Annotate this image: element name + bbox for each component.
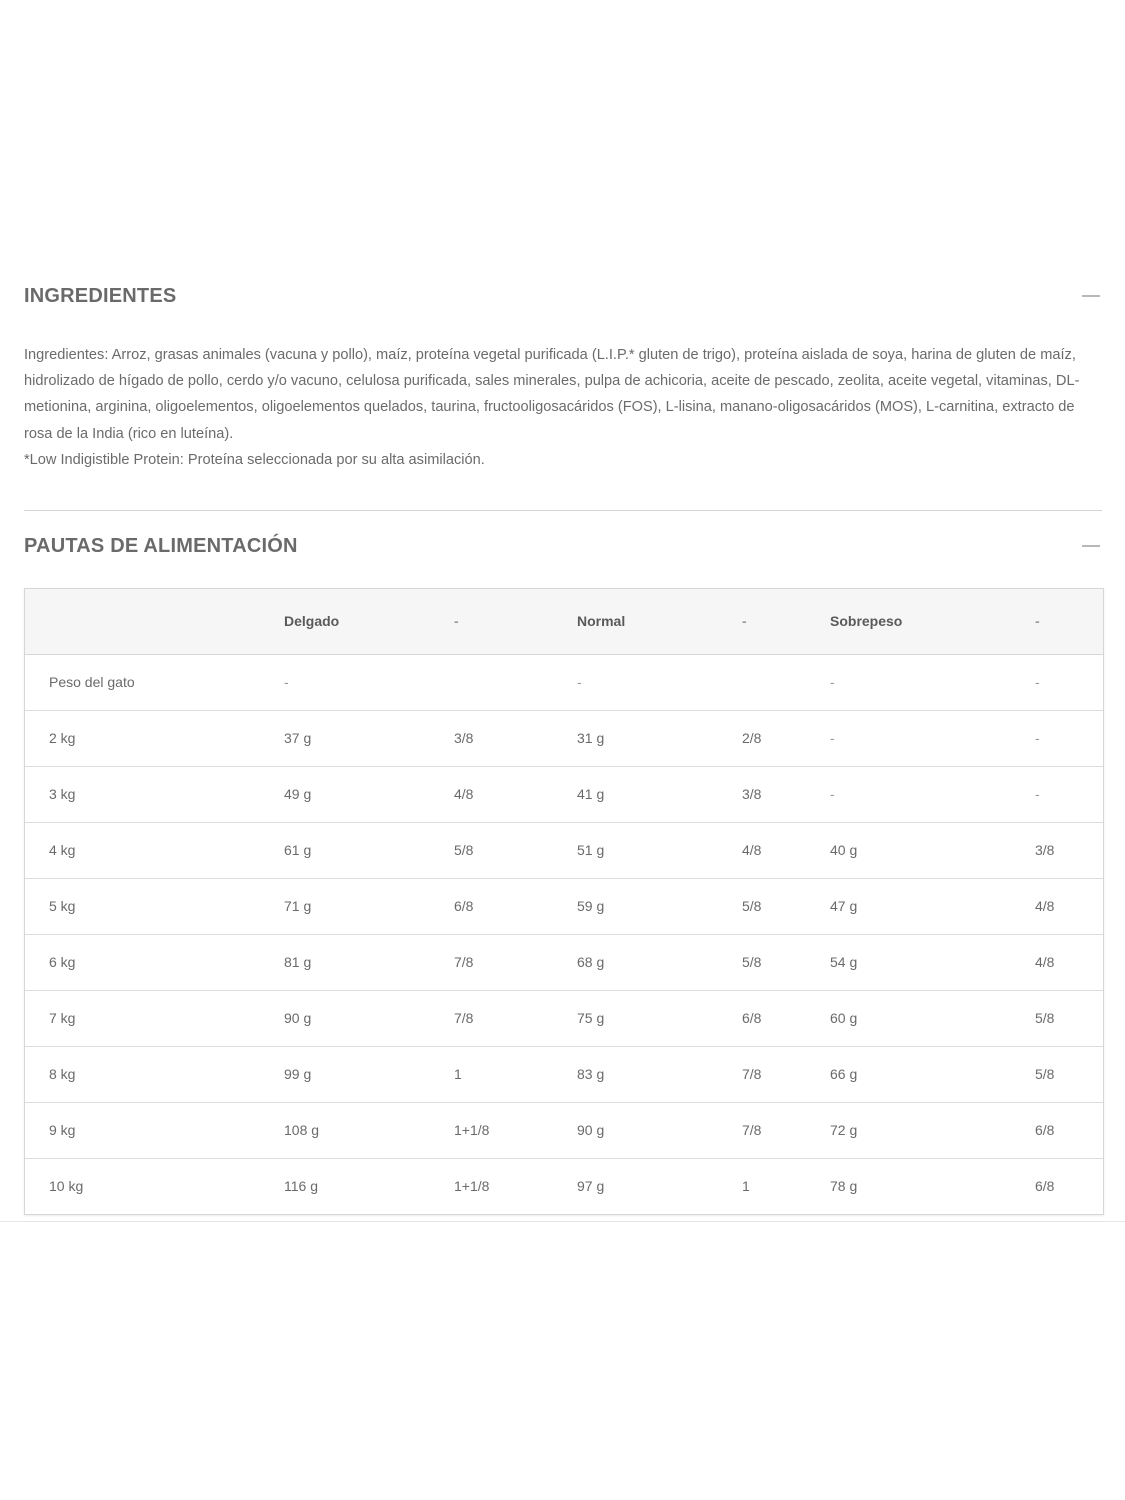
table-cell: 81 g [283, 934, 453, 990]
cat-weight-cell: 4 kg [25, 822, 283, 878]
table-cell: - [1034, 766, 1103, 822]
table-cell: 40 g [829, 822, 1034, 878]
table-cell: 5/8 [741, 934, 829, 990]
ingredients-footnote: *Low Indigistible Protein: Proteína seleccionada por su alta asimilación. [24, 451, 485, 468]
footer-divider [0, 1221, 1125, 1222]
table-cell [453, 654, 576, 710]
cat-weight-cell: 9 kg [25, 1102, 283, 1158]
minus-icon[interactable] [1082, 295, 1100, 297]
table-cell: 7/8 [741, 1046, 829, 1102]
table-cell: 5/8 [1034, 990, 1103, 1046]
table-cell: 90 g [576, 1102, 741, 1158]
ingredients-body [24, 342, 1102, 473]
table-cell: 72 g [829, 1102, 1034, 1158]
table-cell: 116 g [284, 1178, 318, 1195]
table-cell: 61 g [283, 822, 453, 878]
table-cell: - [576, 654, 741, 710]
table-cell: 4/8 [453, 766, 576, 822]
table-row [25, 1102, 1103, 1158]
table-cell: 83 g [576, 1046, 741, 1102]
table-cell: 7/8 [453, 934, 576, 990]
feeding-title: PAUTAS DE ALIMENTACIÓN [24, 534, 298, 557]
table-cell: 4/8 [1034, 878, 1103, 934]
table-cell: 6/8 [1035, 1178, 1055, 1195]
minus-icon[interactable] [1082, 545, 1100, 547]
table-cell: 37 g [283, 710, 453, 766]
table-row [25, 1158, 1103, 1214]
table-row [25, 654, 1103, 710]
table-header-cell: - [453, 589, 576, 654]
table-cell: 6/8 [1034, 1102, 1103, 1158]
table-cell: 5/8 [453, 822, 576, 878]
table-cell: - [1034, 710, 1103, 766]
table-header-cell: Delgado [283, 589, 453, 654]
table-cell: 1+1/8 [453, 1102, 576, 1158]
feeding-table [25, 589, 1103, 1214]
table-cell: 75 g [576, 990, 741, 1046]
table-row [25, 766, 1103, 822]
table-cell: 108 g [283, 1102, 453, 1158]
table-row [25, 990, 1103, 1046]
table-cell: - [829, 766, 1034, 822]
table-cell: 2/8 [741, 710, 829, 766]
table-header-cell: Sobrepeso [829, 589, 1034, 654]
cat-weight-cell: 8 kg [25, 1046, 283, 1102]
table-cell: 3/8 [741, 766, 829, 822]
table-cell: 4/8 [741, 822, 829, 878]
table-header-row [25, 589, 1103, 654]
cat-weight-cell: Peso del gato [25, 654, 283, 710]
ingredients-text: Ingredientes: Arroz, grasas animales (vacuna y pollo), maíz, proteína vegetal purificada (L.I.P.* gluten de trigo), proteína aislada de soya, harina de gluten de maíz, hidrolizado de hígado de pollo, cerdo y/o vacuno, celulosa purificada, sales minerales, pulpa de achicoria, aceite de pescado, zeolita, aceite vegetal, vitaminas, DL-metionina, arginina, oligoelementos, oligoelementos quelados, taurina, fructooligosacáridos (FOS), L-lisina, manano-oligosacáridos (MOS), L-carnitina, extracto de rosa de la India (rico en luteína). [24, 347, 1080, 442]
table-cell: 7/8 [741, 1102, 829, 1158]
table-cell: 60 g [829, 990, 1034, 1046]
feeding-table-container [24, 588, 1104, 1215]
table-row [25, 1046, 1103, 1102]
cat-weight-cell: 3 kg [25, 766, 283, 822]
cat-weight-cell: 10 kg [49, 1178, 84, 1195]
table-cell: 4/8 [1034, 934, 1103, 990]
table-cell: 1+1/8 [454, 1178, 490, 1195]
table-cell: - [829, 654, 1034, 710]
ingredients-title: INGREDIENTES [24, 284, 177, 307]
cat-weight-cell: 6 kg [25, 934, 283, 990]
table-cell: 41 g [576, 766, 741, 822]
table-cell: 7/8 [453, 990, 576, 1046]
cat-weight-cell: 5 kg [25, 878, 283, 934]
cat-weight-cell: 7 kg [25, 990, 283, 1046]
table-header-cell: - [1034, 589, 1103, 654]
table-cell: 99 g [283, 1046, 453, 1102]
table-cell: 51 g [576, 822, 741, 878]
table-cell: 1 [742, 1178, 750, 1195]
ingredients-section [24, 279, 1102, 473]
table-cell: 68 g [576, 934, 741, 990]
table-cell: 6/8 [453, 878, 576, 934]
table-cell: 6/8 [741, 990, 829, 1046]
table-header-cell: Normal [576, 589, 741, 654]
table-header-cell [25, 589, 283, 654]
table-row [25, 878, 1103, 934]
table-cell: 59 g [576, 878, 741, 934]
table-body [25, 654, 1103, 1214]
table-cell: 97 g [577, 1178, 605, 1195]
table-cell: 71 g [283, 878, 453, 934]
table-cell: 31 g [576, 710, 741, 766]
table-cell: 3/8 [453, 710, 576, 766]
table-cell: 78 g [830, 1178, 858, 1195]
table-cell [741, 654, 829, 710]
table-cell: 3/8 [1034, 822, 1103, 878]
table-cell: 66 g [829, 1046, 1034, 1102]
table-row [25, 710, 1103, 766]
table-cell: 90 g [283, 990, 453, 1046]
table-cell: 5/8 [1034, 1046, 1103, 1102]
table-cell: 49 g [283, 766, 453, 822]
table-row [25, 822, 1103, 878]
table-cell: 5/8 [741, 878, 829, 934]
table-cell: 1 [453, 1046, 576, 1102]
table-cell: - [283, 654, 453, 710]
table-cell: - [829, 710, 1034, 766]
cat-weight-cell: 2 kg [25, 710, 283, 766]
table-cell: - [1034, 654, 1103, 710]
ingredients-header[interactable] [24, 279, 1102, 313]
table-cell: 54 g [829, 934, 1034, 990]
table-header-cell: - [741, 589, 829, 654]
feeding-section [24, 529, 1102, 563]
feeding-header[interactable] [24, 529, 1102, 563]
table-row [25, 934, 1103, 990]
table-cell: 47 g [829, 878, 1034, 934]
section-divider [24, 510, 1102, 511]
